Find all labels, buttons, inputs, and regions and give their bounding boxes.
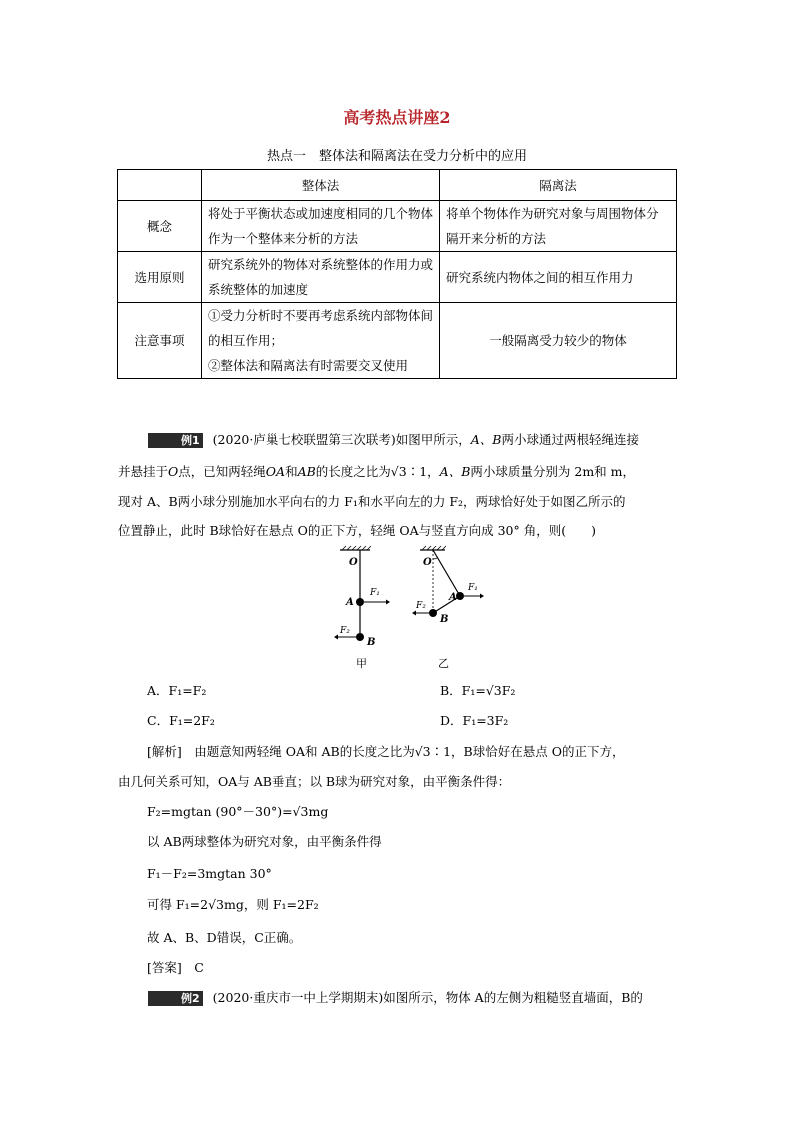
solution-line1: [解析] 由题意知两轻绳 OA和 AB的长度之比为√3∶1，B球恰好在悬点 O的正下方， xyxy=(147,744,625,759)
physics-figure xyxy=(320,545,500,670)
example1-source: (2020·庐巢七校联盟第三次联考) xyxy=(212,432,396,447)
label-b-right: B xyxy=(440,614,449,625)
ball-a-right xyxy=(456,592,464,600)
solution-eq2: F₁－F₂=3mgtan 30° xyxy=(147,866,272,881)
solution-line5: 故 A、B、D错误，C正确。 xyxy=(147,930,302,945)
cell-isolate: 将单个物体作为研究对象与周围物体分隔开来分析的方法 xyxy=(440,201,677,252)
label-f2-right: F₂ xyxy=(416,601,426,611)
row-label: 选用原则 xyxy=(118,252,202,303)
f1-arrowhead-right xyxy=(480,594,484,599)
t2c: 点，已知两轻绳 xyxy=(178,464,266,479)
label-o-left: O xyxy=(349,557,358,568)
cell-whole: 研究系统外的物体对系统整体的作用力或系统整体的加速度 xyxy=(202,252,440,303)
table-header-whole: 整体法 xyxy=(202,170,440,201)
option-a: A．F₁=F₂ xyxy=(147,683,207,698)
example1-line2 xyxy=(118,460,684,484)
label-jia: 甲 xyxy=(356,657,367,670)
figure-yi xyxy=(412,546,484,670)
table-header-blank xyxy=(118,170,202,201)
t2d: OA xyxy=(265,464,286,479)
f1-arrowhead-left xyxy=(386,600,390,605)
example1-text xyxy=(118,428,684,452)
cell-whole: 将处于平衡状态或加速度相同的几个物体作为一个整体来分析的方法 xyxy=(202,201,440,252)
cell-isolate: 研究系统内物体之间的相互作用力 xyxy=(440,252,677,303)
option-d: D．F₁=3F₂ xyxy=(440,713,509,728)
example1-line4: 位置静止，此时 B球恰好在悬点 O的正下方，轻绳 OA与竖直方向成 30° 角，则( ) xyxy=(118,523,596,538)
example2-badge: 例2 xyxy=(148,991,203,1006)
t2a: 并悬挂于 xyxy=(118,464,169,479)
ball-a-left xyxy=(356,598,364,606)
solution-line4: 可得 F₁=2√3mg，则 F₁=2F₂ xyxy=(147,897,319,912)
ball-b-left xyxy=(356,633,364,641)
t2g: 的长度之比为√3∶1， xyxy=(315,464,440,479)
label-o-right: O xyxy=(423,557,432,568)
t2h: A、B xyxy=(439,464,471,479)
option-b: B．F₁=√3F₂ xyxy=(440,683,516,698)
label-b-left: B xyxy=(367,637,376,648)
label-f2-left: F₂ xyxy=(340,626,350,636)
label-f1-left: F₁ xyxy=(370,588,380,598)
t2b: O xyxy=(168,464,179,479)
cell-whole xyxy=(202,303,440,379)
label-a-right: A xyxy=(449,592,457,603)
row-label: 概念 xyxy=(118,201,202,252)
f2-arrowhead-right xyxy=(412,611,416,616)
example2-text xyxy=(118,986,684,1010)
row-label: 注意事项 xyxy=(118,303,202,379)
example1-line1-a: 如图甲所示， xyxy=(395,432,471,447)
table-header-row xyxy=(118,170,677,201)
solution-line3: 以 AB两球整体为研究对象，由平衡条件得 xyxy=(147,834,382,849)
solution-eq1: F₂=mgtan (90°－30°)=√3mg xyxy=(147,804,329,819)
example1-line3: 现对 A、B两小球分别施加水平向右的力 F₁和水平向左的力 F₂，两球恰好处于如图乙所示的 xyxy=(118,494,626,509)
comparison-table xyxy=(117,169,677,379)
label-a-left: A xyxy=(346,597,354,608)
table-row xyxy=(118,201,677,252)
section-subtitle: 热点一 整体法和隔离法在受力分析中的应用 xyxy=(266,149,527,164)
t2i: 两小球质量分别为 2m和 m， xyxy=(470,464,635,479)
label-f1-right: F₁ xyxy=(468,583,478,593)
example2-line: (2020·重庆市一中上学期期末)如图所示，物体 A的左侧为粗糙竖直墙面，B的 xyxy=(212,990,643,1005)
ball-b-right xyxy=(429,609,437,617)
table-header-isolate: 隔离法 xyxy=(440,170,677,201)
t2e: 和 xyxy=(285,464,298,479)
example1-badge: 例1 xyxy=(148,433,203,448)
label-yi: 乙 xyxy=(438,657,449,670)
cell-isolate: 一般隔离受力较少的物体 xyxy=(440,303,677,379)
note-2: ②整体法和隔离法有时需要交叉使用 xyxy=(208,358,409,373)
solution-answer: [答案] C xyxy=(147,960,204,975)
t2f: AB xyxy=(297,464,316,479)
option-c: C．F₁=2F₂ xyxy=(147,713,215,728)
angle-arc xyxy=(433,558,438,559)
table-row xyxy=(118,252,677,303)
solution-line2: 由几何关系可知，OA与 AB垂直；以 B球为研究对象，由平衡条件得： xyxy=(118,774,511,789)
f2-arrowhead-left xyxy=(334,635,338,640)
figure-jia xyxy=(334,546,390,670)
example1-line1-c: 两小球通过两根轻绳连接 xyxy=(501,432,639,447)
rope-oa-right xyxy=(433,550,460,596)
note-1: ①受力分析时不要再考虑系统内部物体间的相互作用； xyxy=(208,308,434,348)
page-title: 高考热点讲座2 xyxy=(343,108,451,127)
table-row xyxy=(118,303,677,379)
example1-line1-b: A、B xyxy=(470,432,502,447)
